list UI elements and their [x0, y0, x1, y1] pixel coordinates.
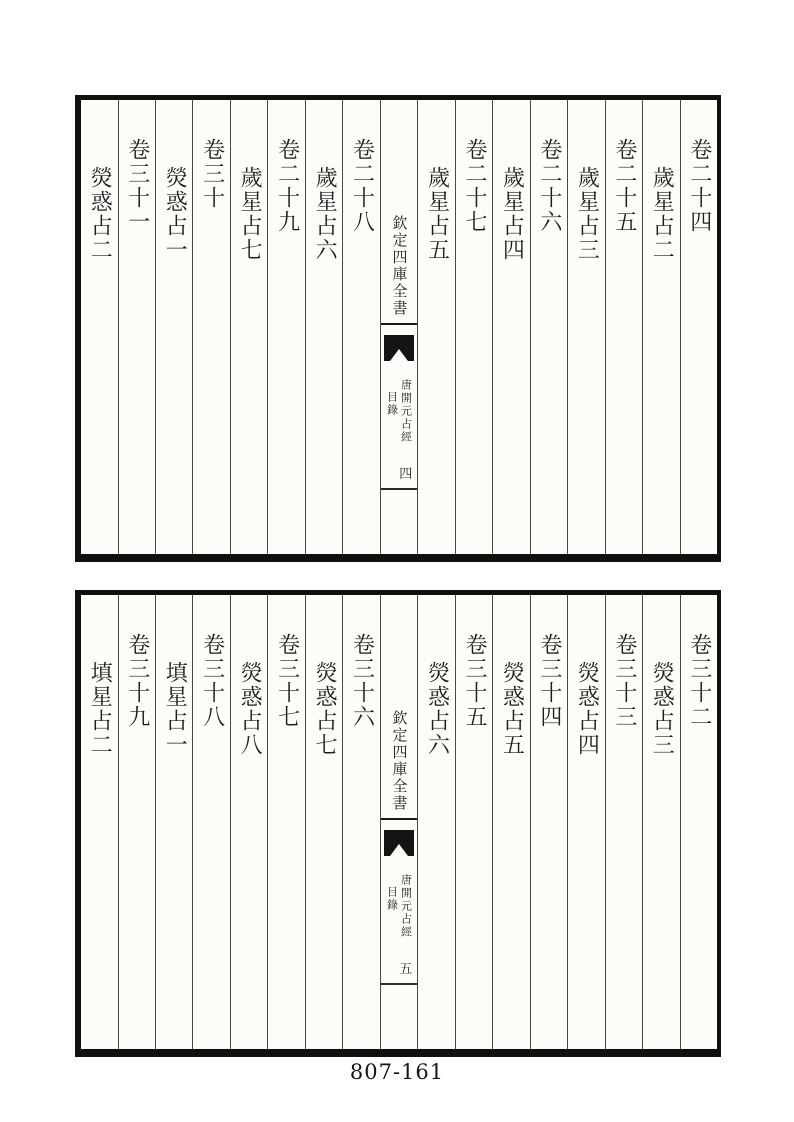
toc-entry-text: 歲星占五: [424, 166, 450, 262]
toc-entry-text: 卷二十四: [686, 138, 712, 234]
toc-entry-text: 卷三十一: [124, 138, 150, 234]
toc-volume-entry: [118, 595, 155, 1049]
toc-entry-text: 卷二十九: [274, 138, 300, 234]
toc-volume-entry: [605, 595, 642, 1049]
toc-chapter-entry: [417, 100, 454, 554]
toc-volume-entry: [118, 100, 155, 554]
page-frame-top: [75, 95, 721, 562]
toc-entry-text: 卷三十四: [536, 633, 562, 729]
series-title: 欽定四庫全書: [390, 215, 409, 317]
book-title: 唐開元占經: [399, 379, 413, 444]
folio-number: 四: [399, 467, 413, 482]
toc-chapter-entry: [305, 595, 342, 1049]
toc-volume-entry: [267, 595, 304, 1049]
toc-volume-entry: [192, 595, 229, 1049]
book-title: 唐開元占經: [399, 874, 413, 939]
toc-entry-text: 熒惑占四: [574, 661, 600, 757]
toc-entry-text: 熒惑占一: [162, 166, 188, 262]
toc-entry-text: 熒惑占五: [499, 661, 525, 757]
toc-volume-entry: [455, 595, 492, 1049]
toc-entry-text: 卷二十七: [461, 138, 487, 234]
series-title-box: [381, 705, 417, 820]
toc-entry-text: 卷三十三: [611, 633, 637, 729]
toc-entry-text: 歲星占三: [574, 166, 600, 262]
series-title: 欽定四庫全書: [390, 710, 409, 812]
toc-chapter-entry: [492, 100, 529, 554]
toc-entry-text: 卷三十五: [461, 633, 487, 729]
toc-volume-entry: [530, 595, 567, 1049]
toc-entry-text: 熒惑占七: [312, 661, 338, 757]
toc-volume-entry: [267, 100, 304, 554]
toc-chapter-entry: [305, 100, 342, 554]
toc-chapter-entry: [567, 595, 604, 1049]
section-label: 目錄: [385, 886, 399, 912]
center-title-column: [380, 100, 417, 554]
column-grid: [81, 100, 717, 554]
toc-entry-text: 歲星占四: [499, 166, 525, 262]
toc-chapter-entry: [642, 100, 679, 554]
toc-entry-text: 卷三十八: [199, 633, 225, 729]
toc-chapter-entry: [417, 595, 454, 1049]
folio-divider-line: [381, 488, 417, 490]
folio-divider-line: [381, 983, 417, 985]
toc-chapter-entry: [567, 100, 604, 554]
toc-chapter-entry: [155, 595, 192, 1049]
toc-entry-text: 熒惑占二: [87, 166, 113, 262]
toc-chapter-entry: [230, 100, 267, 554]
toc-chapter-entry: [155, 100, 192, 554]
toc-entry-text: 卷二十六: [536, 138, 562, 234]
toc-entry-text: 熒惑占八: [237, 661, 263, 757]
toc-entry-text: 熒惑占六: [424, 661, 450, 757]
center-title-column: [380, 595, 417, 1049]
toc-volume-entry: [342, 595, 379, 1049]
toc-chapter-entry: [492, 595, 529, 1049]
toc-chapter-entry: [81, 595, 117, 1049]
toc-volume-entry: [192, 100, 229, 554]
toc-entry-text: 卷二十五: [611, 138, 637, 234]
section-label: 目錄: [385, 391, 399, 417]
toc-volume-entry: [680, 100, 717, 554]
book-title-block: [387, 379, 412, 444]
toc-entry-text: 卷三十九: [124, 633, 150, 729]
toc-entry-text: 歲星占六: [312, 166, 338, 262]
toc-entry-text: 填星占二: [87, 661, 113, 757]
page-frame-bottom: [75, 590, 721, 1057]
fishtail-mark-icon: [384, 830, 414, 856]
toc-entry-text: 熒惑占三: [649, 661, 675, 757]
toc-entry-text: 歲星占二: [649, 166, 675, 262]
toc-volume-entry: [342, 100, 379, 554]
toc-entry-text: 卷三十七: [274, 633, 300, 729]
series-title-box: [381, 210, 417, 325]
toc-entry-text: 卷三十六: [349, 633, 375, 729]
toc-entry-text: 歲星占七: [237, 166, 263, 262]
toc-volume-entry: [455, 100, 492, 554]
toc-entry-text: 卷三十: [199, 138, 225, 210]
toc-chapter-entry: [230, 595, 267, 1049]
folio-number: 五: [399, 962, 413, 977]
toc-chapter-entry: [81, 100, 117, 554]
book-title-block: [387, 874, 412, 939]
toc-volume-entry: [605, 100, 642, 554]
toc-volume-entry: [530, 100, 567, 554]
toc-entry-text: 卷三十二: [686, 633, 712, 729]
column-grid: [81, 595, 717, 1049]
toc-entry-text: 卷二十八: [349, 138, 375, 234]
toc-volume-entry: [680, 595, 717, 1049]
modern-page-number: 807-161: [349, 1060, 445, 1084]
toc-entry-text: 填星占一: [162, 661, 188, 757]
toc-chapter-entry: [642, 595, 679, 1049]
fishtail-mark-icon: [384, 335, 414, 361]
